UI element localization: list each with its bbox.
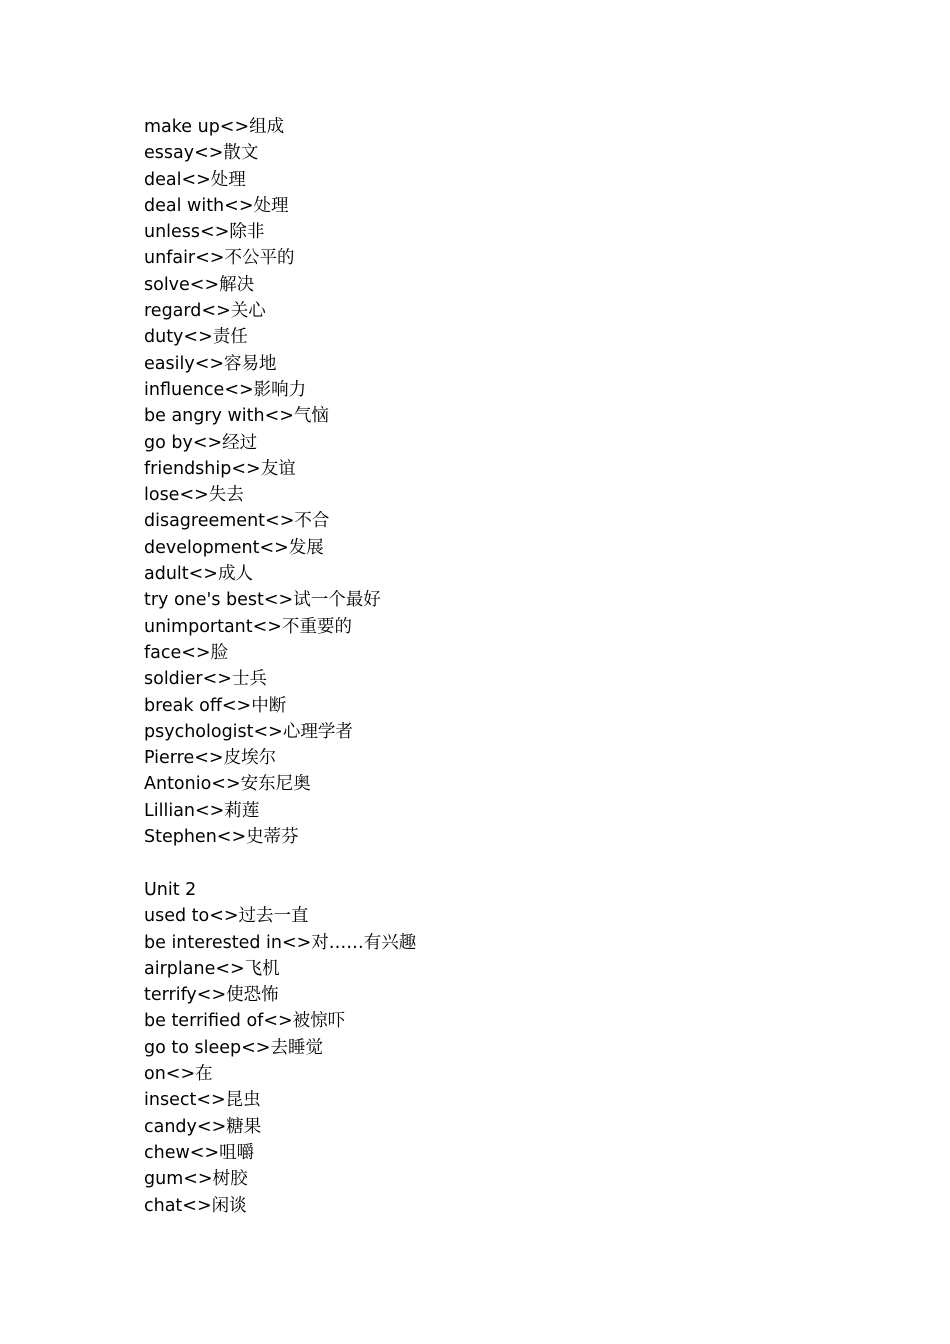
vocab-entry: Lillian<>莉莲 <box>144 800 260 821</box>
vocab-entry: be angry with<>气恼 <box>144 406 329 427</box>
vocab-entry: chat<>闲谈 <box>144 1195 247 1216</box>
vocab-entry: airplane<>飞机 <box>144 958 280 979</box>
vocab-entry: duty<>责任 <box>144 327 248 348</box>
vocab-entry: face<>脸 <box>144 642 229 663</box>
vocab-entry: terrify<>使恐怖 <box>144 985 279 1006</box>
vocab-entry: influence<>影响力 <box>144 379 307 400</box>
vocab-entry: unfair<>不公平的 <box>144 248 295 269</box>
vocab-entry: friendship<>友谊 <box>144 458 296 479</box>
vocab-entry: chew<>咀嚼 <box>144 1142 255 1163</box>
vocab-entry: development<>发展 <box>144 537 324 558</box>
vocab-entry: try one's best<>试一个最好 <box>144 590 381 611</box>
vocab-entry: unimportant<>不重要的 <box>144 616 352 637</box>
vocab-entry: essay<>散文 <box>144 143 259 164</box>
vocab-entry: break off<>中断 <box>144 695 287 716</box>
vocab-entry: be terrified of<>被惊吓 <box>144 1011 346 1032</box>
vocab-entry: Antonio<>安东尼奥 <box>144 774 311 795</box>
vocab-entry: psychologist<>心理学者 <box>144 721 353 742</box>
vocab-entry: unless<>除非 <box>144 222 265 243</box>
vocab-entry: disagreement<>不合 <box>144 511 330 532</box>
vocab-entry: Stephen<>史蒂芬 <box>144 827 299 848</box>
unit-2-heading: Unit 2 <box>144 880 197 900</box>
vocab-entry: used to<>过去一直 <box>144 906 309 927</box>
vocab-entry: candy<>糖果 <box>144 1116 262 1137</box>
vocab-entry: go by<>经过 <box>144 432 258 453</box>
vocab-entry: insect<>昆虫 <box>144 1090 261 1111</box>
vocab-entry: be interested in<>对……有兴趣 <box>144 932 417 953</box>
vocab-entry: lose<>失去 <box>144 485 244 506</box>
vocabulary-list <box>144 903 416 1219</box>
vocab-entry: adult<>成人 <box>144 564 253 585</box>
vocab-entry: deal with<>处理 <box>144 195 289 216</box>
vocab-entry: go to sleep<>去睡觉 <box>144 1037 323 1058</box>
vocab-entry: make up<>组成 <box>144 117 285 137</box>
vocab-entry: Pierre<>皮埃尔 <box>144 748 277 769</box>
vocab-entry: easily<>容易地 <box>144 353 277 374</box>
unit-2-vocabulary <box>144 877 416 1219</box>
vocab-entry: on<>在 <box>144 1064 213 1085</box>
vocab-entry: gum<>树胶 <box>144 1169 248 1190</box>
vocab-entry: soldier<>士兵 <box>144 669 267 690</box>
vocabulary-list <box>144 114 381 850</box>
unit-1-vocabulary <box>144 114 381 850</box>
vocab-entry: solve<>解决 <box>144 274 255 295</box>
vocab-entry: regard<>关心 <box>144 301 266 322</box>
vocab-entry: deal<>处理 <box>144 169 246 190</box>
